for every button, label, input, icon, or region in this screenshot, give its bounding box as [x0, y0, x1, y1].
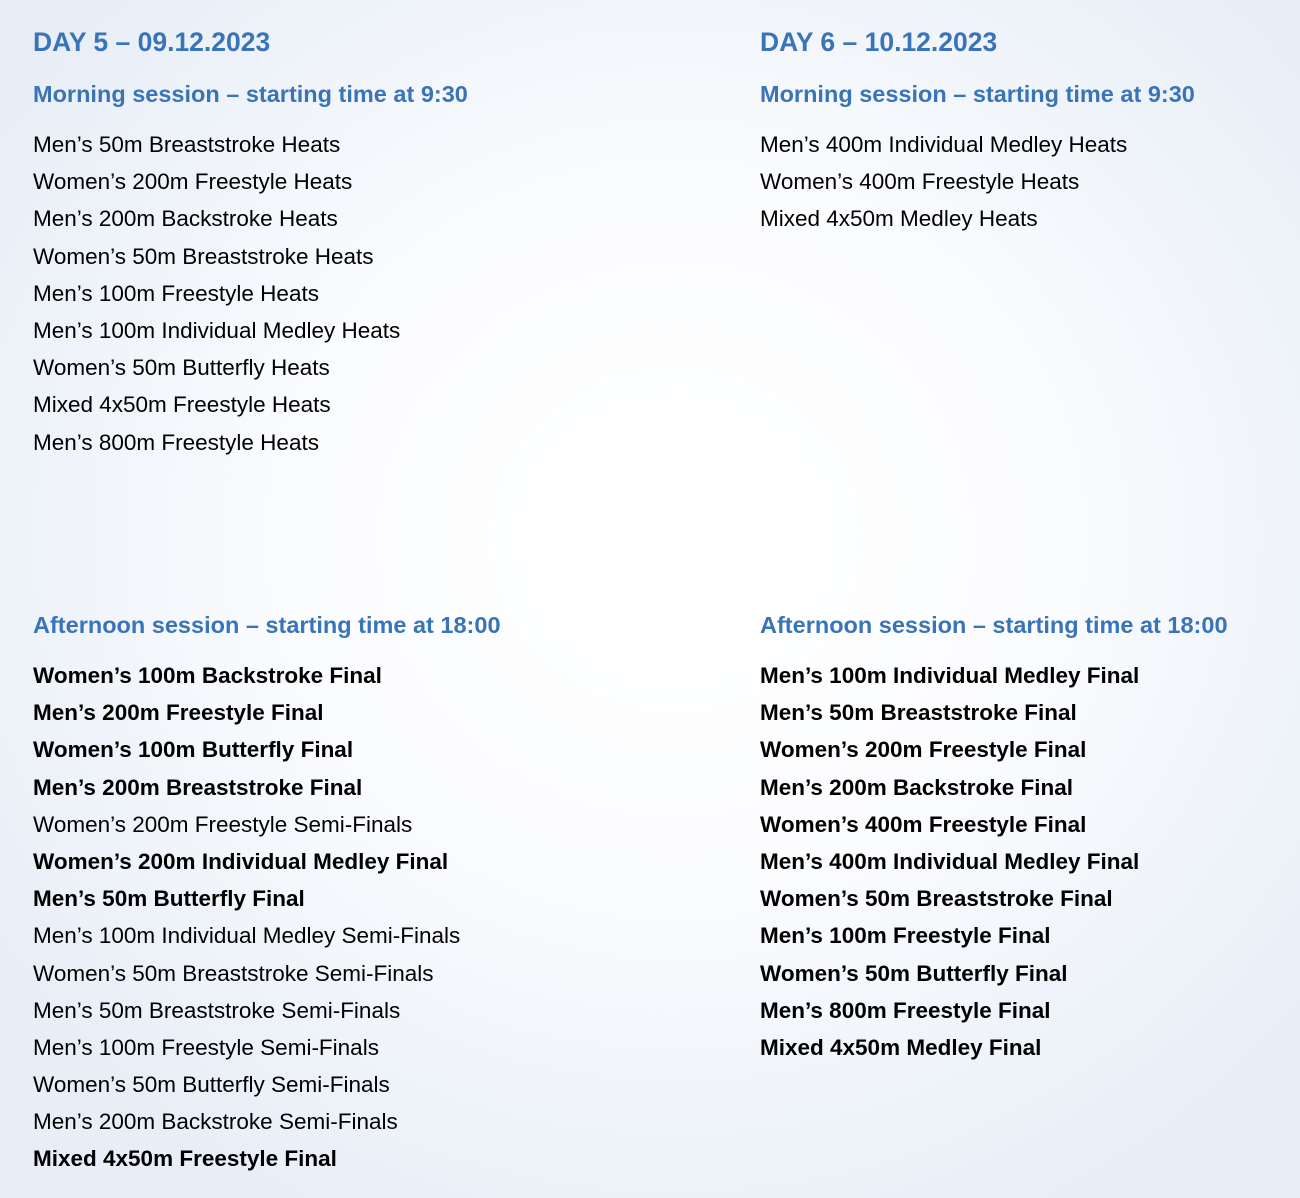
event-item: Men’s 200m Breaststroke Final: [33, 774, 363, 800]
day-6-title: DAY 6 – 10.12.2023: [760, 27, 998, 57]
event-item: Men’s 400m Individual Medley Heats: [760, 132, 1128, 157]
event-item: Mixed 4x50m Freestyle Heats: [33, 392, 331, 418]
event-item: Men’s 50m Butterfly Final: [33, 886, 305, 912]
event-item: Men’s 800m Freestyle Heats: [33, 429, 319, 455]
event-item: Women’s 50m Breaststroke Heats: [33, 243, 374, 269]
event-item: Men’s 200m Backstroke Semi-Finals: [33, 1109, 398, 1135]
event-item: Women’s 50m Breaststroke Semi-Finals: [33, 960, 434, 986]
event-item: Men’s 50m Breaststroke Semi-Finals: [33, 997, 401, 1023]
day-6-morning-session-title: Morning session – starting time at 9:30: [760, 81, 1195, 107]
event-item: Women’s 400m Freestyle Final: [760, 811, 1087, 837]
event-item: Mixed 4x50m Medley Final: [760, 1034, 1042, 1060]
event-item: Mixed 4x50m Freestyle Final: [33, 1146, 337, 1172]
day-6-afternoon-session-title: Afternoon session – starting time at 18:00: [760, 612, 1228, 638]
event-item: Men’s 50m Breaststroke Final: [760, 700, 1077, 726]
day-5-title: DAY 5 – 09.12.2023: [33, 27, 271, 57]
day-5-morning-session-title: Morning session – starting time at 9:30: [33, 81, 468, 107]
event-item: Men’s 800m Freestyle Final: [760, 997, 1051, 1023]
event-item: Men’s 100m Individual Medley Final: [760, 663, 1140, 688]
event-item: Women’s 200m Freestyle Heats: [33, 169, 353, 195]
day-5-morning-event-list: [33, 126, 400, 461]
event-item: Women’s 50m Breaststroke Final: [760, 886, 1113, 912]
event-item: Women’s 50m Butterfly Heats: [33, 355, 330, 381]
day-6-morning-event-list: [760, 126, 1127, 238]
event-item: Women’s 200m Individual Medley Final: [33, 848, 449, 874]
event-item: Men’s 50m Breaststroke Heats: [33, 132, 341, 157]
event-item: Women’s 100m Butterfly Final: [33, 737, 354, 763]
event-item: Women’s 400m Freestyle Heats: [760, 169, 1080, 195]
event-item: Men’s 100m Freestyle Semi-Finals: [33, 1034, 379, 1060]
event-item: Women’s 200m Freestyle Semi-Finals: [33, 811, 413, 837]
event-item: Men’s 100m Freestyle Heats: [33, 280, 319, 306]
day-6-afternoon-event-list: [760, 657, 1139, 1066]
event-item: Men’s 200m Backstroke Heats: [33, 206, 338, 232]
event-item: Women’s 50m Butterfly Semi-Finals: [33, 1072, 390, 1098]
event-item: Women’s 200m Freestyle Final: [760, 737, 1087, 763]
day-5-afternoon-session-title: Afternoon session – starting time at 18:00: [33, 612, 501, 638]
day-5-afternoon-event-list: [33, 657, 460, 1178]
event-item: Men’s 100m Individual Medley Semi-Finals: [33, 923, 461, 949]
event-item: Women’s 100m Backstroke Final: [33, 663, 382, 688]
event-item: Mixed 4x50m Medley Heats: [760, 206, 1038, 232]
event-item: Men’s 200m Backstroke Final: [760, 774, 1074, 800]
event-item: Men’s 200m Freestyle Final: [33, 700, 324, 726]
event-item: Men’s 100m Freestyle Final: [760, 923, 1051, 949]
event-item: Women’s 50m Butterfly Final: [760, 960, 1068, 986]
event-item: Men’s 100m Individual Medley Heats: [33, 317, 401, 343]
event-item: Men’s 400m Individual Medley Final: [760, 848, 1140, 874]
